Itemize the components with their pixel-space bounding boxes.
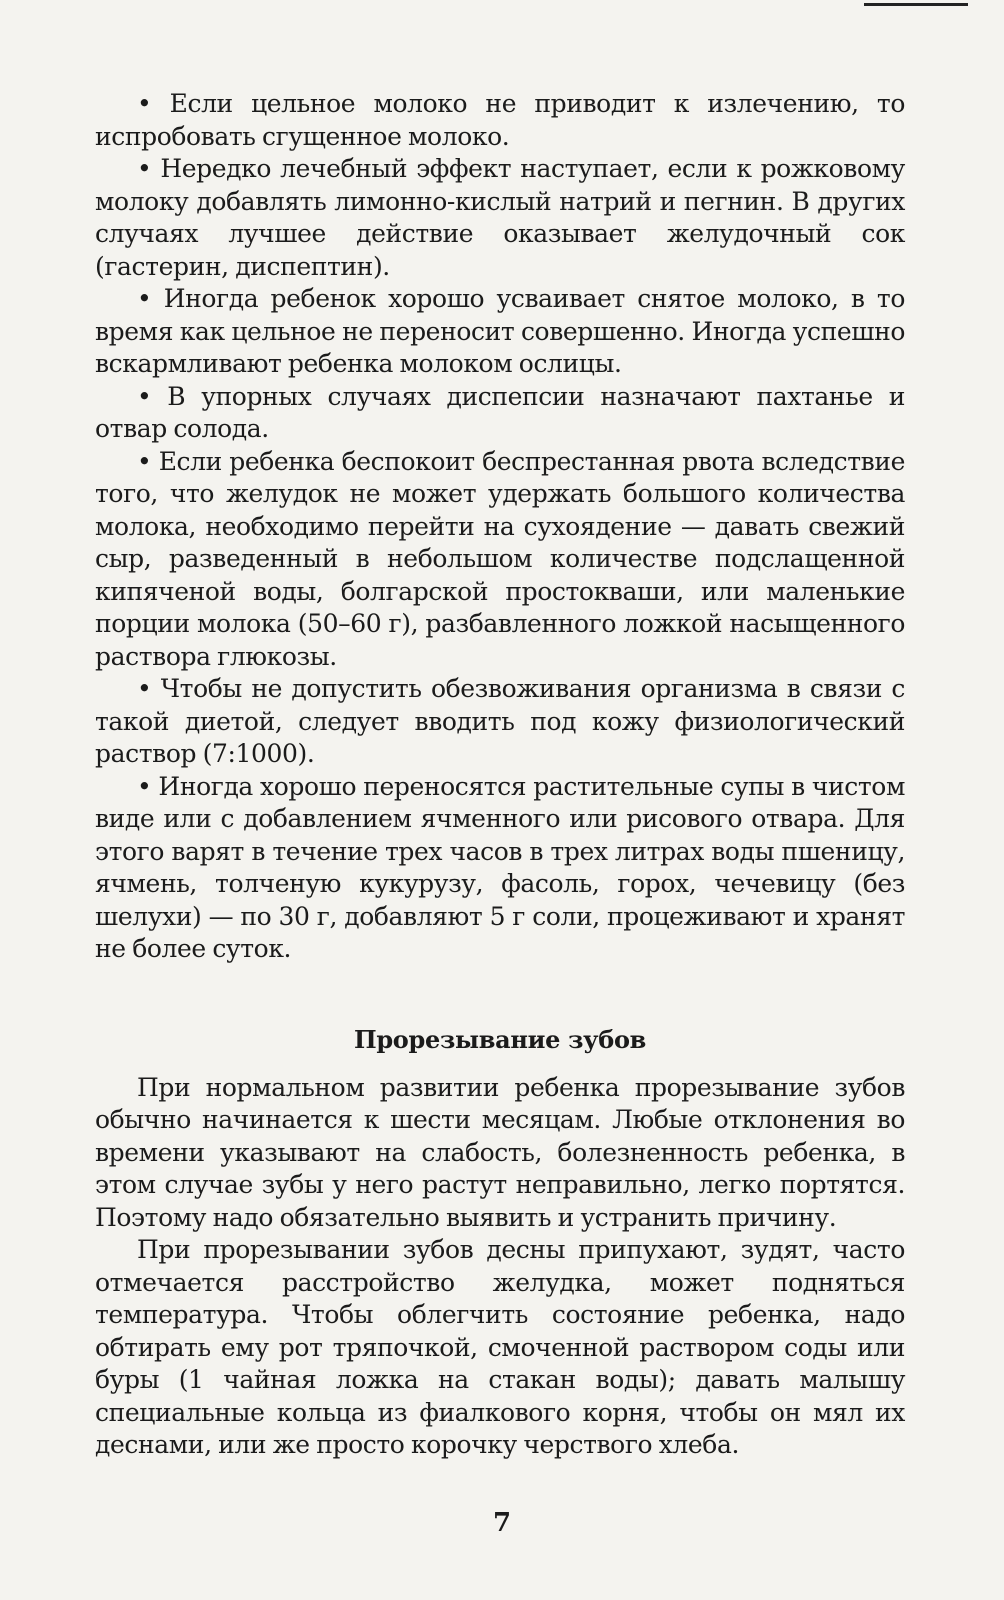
bullet-paragraph: • Если ребенка беспокоит беспрестанная рвота вследствие того, что желудок не может удержать большого количества молока, необходимо перейти на сухоядение — давать свежий сыр, разведенный в небольшом количестве подслащенной кипяченой воды, болгарской простокваши, или маленькие порции молока (50–60 г), разбавленного ложкой насыщенного раствора глюкозы. (95, 446, 905, 671)
bullet-paragraph: • Если цельное молоко не приводит к излечению, то испробовать сгущенное молоко. (95, 89, 905, 151)
bullet-paragraph: • Чтобы не допустить обезвоживания организма в связи с такой диетой, следует вводить под кожу физиологический раствор (7:1000). (95, 674, 905, 768)
bullet-list (95, 88, 905, 966)
page-body (95, 88, 905, 1462)
body-paragraph: При нормальном развитии ребенка прорезывание зубов обычно начинается к шести месяцам. Любые отклонения во времени указывают на слабость, болезненность ребенка, в этом случае зубы у него растут неправильно, легко портятся. Поэтому надо обязательно выявить и устранить причину. (95, 1072, 905, 1232)
header-rule (864, 3, 968, 6)
bullet-paragraph: • В упорных случаях диспепсии назначают пахтанье и отвар солода. (95, 381, 905, 443)
bullet-paragraph: • Иногда ребенок хорошо усваивает снятое молоко, в то время как цельное не переносит совершенно. Иногда успешно вскармливают ребенка молоком ослицы. (95, 284, 905, 378)
bullet-paragraph: • Иногда хорошо переносятся растительные супы в чистом виде или с добавлением ячменного или рисового отвара. Для этого варят в течение трех часов в трех литрах воды пшеницу, ячмень, толченую кукурузу, фасоль, горох, чечевицу (без шелухи) — по 30 г, добавляют 5 г соли, процеживают и хранят не более суток. (95, 771, 905, 963)
section-body (95, 1072, 905, 1462)
page-number: 7 (492, 1508, 512, 1538)
body-paragraph: При прорезывании зубов десны припухают, зудят, часто отмечается расстройство желудка, может подняться температура. Чтобы облегчить состояние ребенка, надо обтирать ему рот тряпочкой, смоченной раствором соды или буры (1 чайная ложка на стакан воды); давать малышу специальные кольца из фиалкового корня, чтобы он мял их деснами, или же просто корочку черствого хлеба. (95, 1235, 905, 1459)
bullet-paragraph: • Нередко лечебный эффект наступает, если к рожковому молоку добавлять лимонно-кислый натрий и пегнин. В других случаях лучшее действие оказывает желудочный сок (гастерин, диспептин). (95, 154, 905, 281)
section-heading: Прорезывание зубов (353, 1024, 647, 1054)
